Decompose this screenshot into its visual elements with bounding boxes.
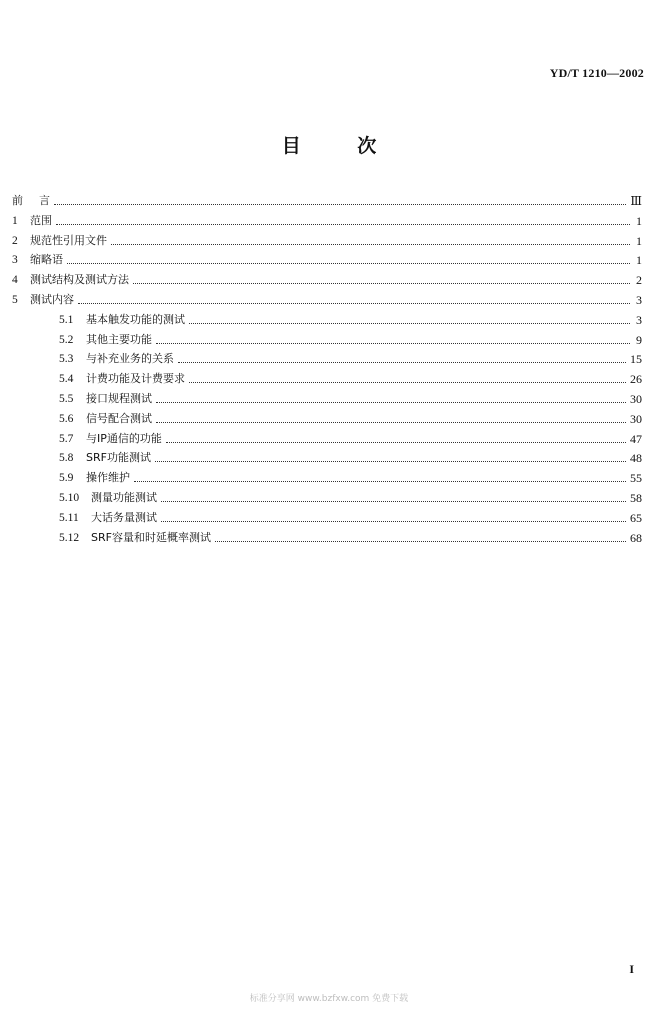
page-title: 目 次 bbox=[281, 135, 377, 157]
toc-entry-page: 1 bbox=[636, 213, 642, 228]
toc-leader-dots bbox=[156, 422, 626, 423]
toc-leader-dots bbox=[134, 481, 626, 482]
toc-entry-page: 47 bbox=[630, 431, 642, 446]
toc-leader-dots bbox=[166, 442, 626, 443]
toc-entry-page: 15 bbox=[630, 352, 642, 367]
toc-leader-dots bbox=[56, 224, 630, 225]
toc-entry bbox=[59, 369, 642, 389]
toc-entry-page: 68 bbox=[630, 530, 642, 545]
toc-entry-label: SRF功能测试 bbox=[86, 451, 151, 465]
toc-entry bbox=[12, 191, 642, 211]
toc-entry-label: 缩略语 bbox=[30, 253, 63, 267]
toc-entry-page: 3 bbox=[636, 293, 642, 307]
toc-entry-label: 规范性引用文件 bbox=[30, 233, 107, 247]
toc-entry-number: 2 bbox=[12, 234, 18, 247]
toc-leader-dots bbox=[156, 343, 630, 344]
toc-entry-label: 测试内容 bbox=[30, 293, 74, 306]
toc-leader-dots bbox=[215, 541, 626, 542]
toc-entry-page: 58 bbox=[630, 491, 642, 505]
toc-leader-dots bbox=[111, 244, 630, 245]
toc-entry bbox=[12, 231, 642, 251]
toc-entry-label: 测试结构及测试方法 bbox=[30, 273, 129, 287]
toc-entry-label: 范围 bbox=[30, 213, 52, 227]
toc-entry-label: 操作维护 bbox=[86, 471, 130, 485]
toc-entry-label: 计费功能及计费要求 bbox=[86, 372, 185, 386]
toc-entry bbox=[59, 389, 642, 409]
toc-entry-page: 9 bbox=[636, 332, 642, 347]
toc-entry-page: 30 bbox=[630, 411, 642, 426]
toc-leader-dots bbox=[156, 402, 626, 403]
toc-entry bbox=[59, 528, 642, 548]
toc-leader-dots bbox=[78, 303, 630, 304]
toc-entry-page: 65 bbox=[630, 510, 642, 525]
watermark-text: 标准分享网 www.bzfxw.com 免费下载 bbox=[249, 994, 409, 1004]
toc-leader-dots bbox=[155, 461, 626, 462]
toc-entry bbox=[59, 508, 642, 528]
toc-leader-dots bbox=[161, 521, 626, 522]
toc-entry bbox=[12, 250, 642, 270]
toc-entry bbox=[12, 290, 642, 310]
toc-entry-label: 信号配合测试 bbox=[86, 411, 152, 425]
toc-entry-page: 2 bbox=[636, 273, 642, 288]
toc-leader-dots bbox=[133, 283, 630, 284]
toc-entry bbox=[12, 270, 642, 290]
toc-entry bbox=[59, 468, 642, 488]
toc-entry-number: 5.2 bbox=[59, 333, 74, 346]
toc-leader-dots bbox=[178, 362, 626, 363]
toc-entry-page: 26 bbox=[630, 372, 642, 387]
toc-entry-number: 5 bbox=[12, 294, 18, 306]
standard-number: YD/T 1210—2002 bbox=[549, 66, 644, 80]
toc-entry bbox=[59, 330, 642, 350]
toc-entry-number: 5.8 bbox=[59, 452, 74, 465]
toc-leader-dots bbox=[54, 204, 626, 205]
toc-entry bbox=[59, 488, 642, 508]
toc-entry-page: 1 bbox=[636, 253, 642, 268]
toc-entry bbox=[59, 448, 642, 468]
toc-entry-number: 5.6 bbox=[59, 412, 74, 425]
toc-entry-number: 5.11 bbox=[59, 511, 79, 524]
toc-entry-number: 5.3 bbox=[59, 353, 74, 366]
toc-entry-label: SRF容量和时延概率测试 bbox=[91, 530, 211, 544]
toc-entry-page: 48 bbox=[630, 451, 642, 466]
toc-entry-label: 其他主要功能 bbox=[86, 332, 152, 346]
toc-entry-label: 基本触发功能的测试 bbox=[86, 312, 185, 326]
toc-entry-number: 1 bbox=[12, 214, 18, 227]
toc-entry-number: 5.10 bbox=[59, 492, 80, 504]
toc-entry-page: 55 bbox=[630, 471, 642, 486]
toc-entry bbox=[12, 211, 642, 231]
toc-entry-number: 5.12 bbox=[59, 531, 80, 544]
toc-entry-number: 3 bbox=[12, 254, 18, 267]
toc-entry-number: 5.1 bbox=[59, 313, 74, 326]
toc-entry bbox=[59, 349, 642, 369]
toc-entry-number: 5.4 bbox=[59, 373, 74, 386]
toc-entry-label: 言 bbox=[39, 194, 50, 207]
toc-entry-label: 与IP通信的功能 bbox=[86, 431, 162, 445]
toc-entry-page: Ⅲ bbox=[630, 194, 642, 208]
toc-entry-number: 5.9 bbox=[59, 472, 74, 485]
toc-leader-dots bbox=[67, 263, 630, 264]
toc-entry-page: 3 bbox=[636, 312, 642, 327]
toc-entry-label: 接口规程测试 bbox=[86, 392, 152, 405]
toc-entry-label: 与补充业务的关系 bbox=[86, 352, 174, 366]
toc-entry bbox=[59, 409, 642, 429]
toc-entry-number: 前 bbox=[12, 194, 23, 207]
toc-entry-page: 30 bbox=[630, 392, 642, 406]
page-number: I bbox=[629, 962, 634, 976]
toc-entry bbox=[59, 310, 642, 330]
toc-entry-label: 测量功能测试 bbox=[91, 491, 157, 504]
toc-leader-dots bbox=[189, 382, 626, 383]
toc-leader-dots bbox=[189, 323, 630, 324]
toc-entry-page: 1 bbox=[636, 233, 642, 248]
toc-entry-number: 4 bbox=[12, 274, 18, 287]
toc-entry-label: 大话务量测试 bbox=[91, 510, 157, 524]
toc-entry-number: 5.5 bbox=[59, 393, 74, 405]
toc-entry-number: 5.7 bbox=[59, 432, 74, 445]
toc-entry bbox=[59, 429, 642, 449]
toc-leader-dots bbox=[161, 501, 626, 502]
